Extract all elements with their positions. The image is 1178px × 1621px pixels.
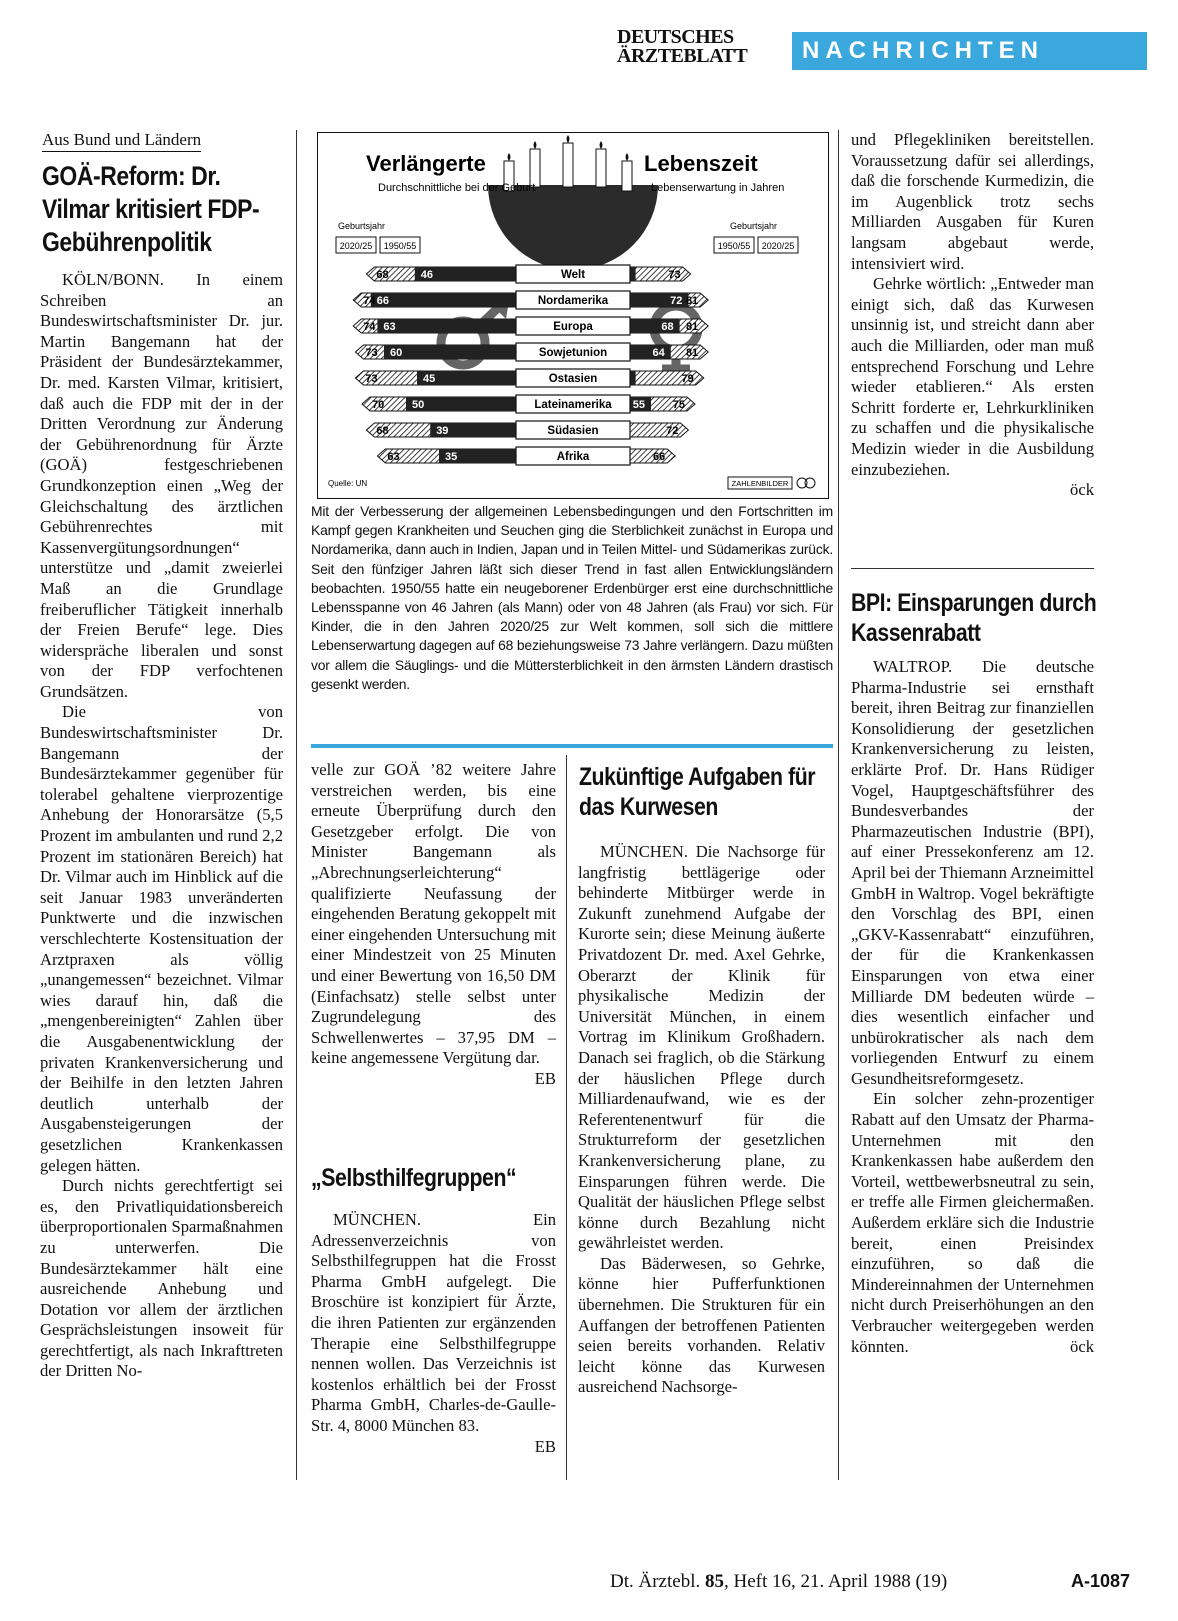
bowl-illustration (488, 185, 658, 270)
region-label-nordamerika: Nordamerika (537, 295, 609, 307)
female-2020-value-welt: 73 (668, 269, 681, 281)
region-label-welt: Welt (560, 269, 586, 281)
male-1950-bar-nordamerika (371, 293, 516, 307)
section-kicker: Aus Bund und Ländern (42, 130, 201, 152)
male-1950-bar-europa (377, 319, 516, 333)
female-1950-bar-ostasien (630, 371, 636, 385)
life-expectancy-chart (317, 132, 829, 499)
female-2020-value-ostasien: 79 (681, 373, 694, 385)
male-1950-value-afrika: 35 (445, 451, 458, 463)
article3-paragraph-1: MÜNCHEN. Die Nachsorge für langfristig bettlägerige oder behinderte Mitbürger werde in Zukunft zunehmend Aufgabe der Kurorte sein; diese Meinung äußerte Privatdozent Dr. med. Axel Gehrke, Oberarzt der Klinik für physikalische Medizin der Universität München, in einem Vortrag im Klinikum Großhadern. Danach sei fraglich, ob die Stärkung der häuslichen Pflege durch Milliardenaufwand, wie es der Referentenentwurf für die Strukturreform der gesetzlichen Krankenversicherung plane, zu Einsparungen führen werde. Die Qualität der häuslichen Pflege selbst könne durch Bezahlung nicht gewährleistet werden. (578, 842, 825, 1253)
citation-details: , Heft 16, 21. April 1988 (19) (723, 1571, 948, 1592)
article3-signature: öck (1070, 480, 1094, 500)
article3-continuation (851, 130, 1094, 501)
male-1950-value-europa: 63 (383, 321, 396, 333)
female-2020-bar-welt (630, 267, 691, 281)
article4-headline: BPI: Einsparungen durch Kassenrabatt (851, 589, 1097, 647)
article4-paragraph-1: WALTROP. Die deutsche Pharma-Industrie sei ernsthaft bereit, ihren Beitrag zur finanziellen Konsolidierung der gesetzlichen Krankenversicherung zu leisten, erklärte Prof. Dr. Hans Rüdiger Vogel, Hauptgeschäftsführer des Bundesverbandes der Pharmazeutischen Industrie (BPI), auf einer Pressekonferenz am 12. April bei der Thiemann Arzneimittel GmbH in Waltrop. Vogel bekräftigte den Vorschlag des BPI, einen „GKV-Kassenrabatt“ einzuführen, der für die Krankenkassen Einsparungen von etwa einer Milliarde DM bedeuten würde – dies wesentlich einfacher und unbürokratischer als nach dem vorliegenden Entwurf zu einem Gesundheitsreformgesetz. (851, 657, 1094, 1088)
article2-signature: EB (534, 1436, 556, 1456)
female-2020-value-lateinamerika: 75 (672, 399, 685, 411)
column-rule-1 (296, 130, 297, 1480)
region-label-afrika: Afrika (556, 451, 590, 463)
article4-column (851, 657, 1094, 1358)
chart-subtitle-right: Lebenserwartung in Jahren (651, 182, 785, 194)
region-label-ostasien: Ostasien (548, 373, 598, 385)
birth-year-label-right: Geburtsjahr (730, 221, 778, 231)
female-1950-value-lateinamerika: 55 (632, 399, 645, 411)
male-2020-value-welt: 68 (376, 269, 389, 281)
article2-column (311, 1210, 556, 1457)
chart-source: Quelle: UN (328, 479, 368, 488)
male-2020-value-afrika: 63 (387, 451, 400, 463)
article1-paragraph-2: Die von Bundeswirtschaftsminister Dr. Bangemann der Bundesärztekammer gegenüber für tolerabel gehaltene vierprozentige Anhebung der Honorarsätze (5,5 Prozent im ambulanten und rund 2,2 Prozent im stationären Bereich) hat Dr. Vilmar auch im Hinblick auf die seit Januar 1983 unveränderten Punktwerte und die inzwischen verschlechterte Kostensituation der Arztpraxen als völlig „unangemessen“ bezeichnet. Vilmar wies darauf hin, daß die „mengenbereinigten“ Zahlen über die Ausgabenentwicklung der privaten Krankenversicherung und der Beihilfe in den letzten Jahren deutlich unterhalb der Ausgabensteigerungen der gesetzlichen Krankenkassen gelegen hätten. (40, 702, 283, 1175)
logo-line-1: DEUTSCHES (617, 26, 734, 48)
article4-paragraph-2: Ein solcher zehn-prozentiger Rabatt auf den Umsatz der Pharma-Unternehmen mit den Krankenkassen habe außerdem den Vorteil, wettbewerbsneutral zu sein, er treffe alle Firmen gleichermaßen. Außerdem erkläre sich die Industrie bereit, einen Preisindex einzuführen, so daß die Mindereinnahmen der Unternehmen nicht durch Preiserhöhungen an den Verbraucher weitergegeben werden könnten. (851, 1089, 1094, 1356)
chart-bars (353, 265, 708, 465)
region-label-südasien: Südasien (547, 425, 599, 437)
male-1950-value-nordamerika: 66 (376, 295, 390, 307)
column-rule-3 (838, 130, 839, 1480)
female-2020-value-nordamerika: 81 (685, 295, 699, 307)
article1-column-1 (40, 270, 283, 1382)
article1-continued-text: velle zur GOÄ ’82 weitere Jahre verstreichen werden, bis eine erneute Überprüfung durch den Gesetzgeber erfolgt. Die von Minister Bangemann als „Abrechnungserleichterung“ qualifizierte Neufassung der eingehenden Beratung gekoppelt mit einer eingehenden Untersuchung mit einer Mindestzeit von 25 Minuten und einer Bewertung von 16,50 DM (Einfachsatz) stelle selbst unter Zugrundelegung des Schwellenwertes – 37,95 DM – keine angemessene Vergütung dar. (311, 760, 556, 1068)
male-1950-value-sowjetunion: 60 (390, 347, 403, 359)
male-2020-value-sowjetunion: 73 (365, 347, 378, 359)
female-2020-value-europa: 81 (685, 321, 699, 333)
male-2020-value-südasien: 68 (376, 425, 389, 437)
female-2020-value-afrika: 66 (652, 451, 666, 463)
female-2020-value-sowjetunion: 81 (685, 347, 699, 359)
article3-headline: Zukünftige Aufgaben für das Kurwesen (579, 763, 816, 821)
chart-canvas (318, 133, 827, 497)
chart-caption: Mit der Verbesserung der allgemeinen Lebensbedingungen und den Fortschritten im Kampf gegen Krankheiten und Seuchen ging die Sterblichkeit zunächst in Europa und Nordamerika, dann auch in Indien, Japan und in Teilen Mittel- und Südamerikas zurück. Seit den fünfziger Jahren läßt sich dieser Trend in fast allen Entwicklungsländern beobachten. 1950/55 hatte ein neugeborener Erdenbürger erst eine durchschnittliche Lebensspanne von 46 Jahren (als Mann) oder von 48 Jahren (als Frau) vor sich. Für Kinder, die in den Jahren 2020/25 zur Welt kommen, soll sich die mittlere Lebenserwartung dagegen auf 68 beziehungsweise 73 Jahre verlängern. Dazu müßten vor allem die Säuglings- und die Müttersterblichkeit in den ärmsten Ländern drastisch gesenkt werden. (311, 503, 833, 692)
male-1950-value-südasien: 39 (436, 425, 449, 437)
logo-line-2: ÄRZTEBLATT (617, 45, 748, 67)
female-1950-value-sowjetunion: 64 (652, 347, 665, 359)
region-label-europa: Europa (553, 321, 593, 333)
article4-signature: öck (1070, 1337, 1094, 1357)
year-box-right-b: 1950/55 (717, 241, 751, 251)
year-box-left-b: 1950/55 (383, 241, 417, 251)
article3-continued-text-1: und Pflegekliniken bereitstellen. Voraussetzung dafür sei allerdings, daß die forschende Kurmedizin, die im Augenblick trotz sechs Milliarden Ausgaben für Kuren langsam abgebaut werde, intensiviert wird. (851, 130, 1094, 273)
chart-subtitle-left: Durchschnittliche bei der Geburt (378, 182, 536, 194)
birth-year-label-left: Geburtsjahr (338, 221, 386, 231)
article1-signature: EB (534, 1068, 556, 1088)
chart-agency-label: ZAHLENBILDER (731, 479, 789, 488)
chart-title-left: Verlängerte (366, 151, 486, 176)
article1-paragraph-1: KÖLN/BONN. In einem Schreiben an Bundeswirtschaftsminister Dr. jur. Martin Bangemann hat der Präsident der Bundesärztekammer, Dr. med. Karsten Vilmar, kritisiert, daß auch die FDP mit der in der Dritten Verordnung zur Änderung der Gebührenordnung für Ärzte (GOÄ) festgeschriebenen Grundkonzeption einen „Weg der Gleichschaltung des ärztlichen Gebührenrechtes mit Kassenvergütungsordnungen“ unterstütze und „damit zweierlei Maß an die Grundlage freiberuflicher Tätigkeit innerhalb der Freien Berufe“ lege. Dies widerspräche liberalen und sonst von der FDP verfochtenen Grundsätzen. (40, 270, 283, 701)
section-banner: NACHRICHTEN (792, 32, 1147, 70)
male-2020-value-europa: 74 (363, 321, 376, 333)
region-label-lateinamerika: Lateinamerika (534, 399, 612, 411)
male-2020-value-ostasien: 73 (365, 373, 378, 385)
female-1950-value-europa: 68 (661, 321, 674, 333)
article3-paragraph-2: Das Bäderwesen, so Gehrke, könne hier Pufferfunktionen übernehmen. Die Strukturen für ein Auffangen der betroffenen Patienten seien bereits vorhanden. Relativ leicht könne das Kurwesen ausreichend Nachsorge- (578, 1253, 825, 1397)
female-2020-bar-südasien (630, 423, 688, 437)
chart-title-right: Lebenszeit (644, 151, 758, 176)
page-number: A-1087 (1070, 1571, 1130, 1591)
citation-volume: 85 (704, 1571, 724, 1592)
article1-paragraph-3: Durch nichts gerechtfertigt sei es, den Privatliquidationsbereich überproportionalen Sparmaßnahmen zu unterwerfen. Die Bundesärztekammer hält eine ausreichende Anhebung und Dotation vor allem der ärztlichen Gesprächsleistungen insoweit für gerechtfertigt, als nach Inkrafttreten der Dritten No- (40, 1176, 283, 1381)
region-label-sowjetunion: Sowjetunion (538, 347, 608, 359)
male-2020-value-nordamerika: 74 (363, 295, 376, 307)
article-divider (851, 568, 1094, 569)
year-box-right-a: 2020/25 (761, 241, 795, 251)
journal-logo (617, 28, 787, 72)
year-box-left-a: 2020/25 (339, 241, 373, 251)
female-1950-value-nordamerika: 72 (670, 295, 683, 307)
male-2020-value-lateinamerika: 70 (372, 399, 385, 411)
male-1950-bar-sowjetunion (384, 345, 516, 359)
male-1950-value-lateinamerika: 50 (412, 399, 425, 411)
female-1950-bar-welt (630, 267, 636, 281)
citation-prefix: Dt. Ärztebl. (610, 1571, 701, 1592)
female-2020-value-südasien: 72 (666, 425, 679, 437)
article1-continuation (311, 760, 556, 1090)
page-footer (610, 1571, 1130, 1593)
article2-paragraph: MÜNCHEN. Ein Adressenverzeichnis von Selbsthilfegruppen hat die Frosst Pharma GmbH aufgelegt. Die Broschüre ist konzipiert für Ärzte, die ihren Patienten zur ergänzenden Therapie eine Selbsthilfegruppe nennen wollen. Das Verzeichnis ist kostenlos erhältlich bei der Frosst Pharma GmbH, Charles-de-Gaulle-Str. 4, 8000 München 83. (311, 1210, 556, 1435)
blue-divider (311, 744, 833, 748)
column-rule-2 (566, 755, 567, 1480)
male-1950-value-welt: 46 (420, 269, 434, 281)
masthead (617, 28, 1147, 72)
article1-headline: GOÄ-Reform: Dr. Vilmar kritisiert FDP-Gebührenpolitik (42, 161, 260, 257)
article3-continued-text-2: Gehrke wörtlich: „Entweder man einigt sich, daß das Kurwesen unsinnig ist, und streicht dann aber auch die Milliarden, oder man muß entsprechend Forschung und Lehre wieder etablieren.“ Als ersten Schritt forderte er, Lehrkurkliniken zu schaffen und die physikalische Medizin wieder in die Ausbildung einzubeziehen. (851, 274, 1094, 479)
article3-column (578, 842, 825, 1398)
male-1950-value-ostasien: 45 (423, 373, 436, 385)
article2-headline: „Selbsthilfegruppen“ (311, 1164, 517, 1192)
